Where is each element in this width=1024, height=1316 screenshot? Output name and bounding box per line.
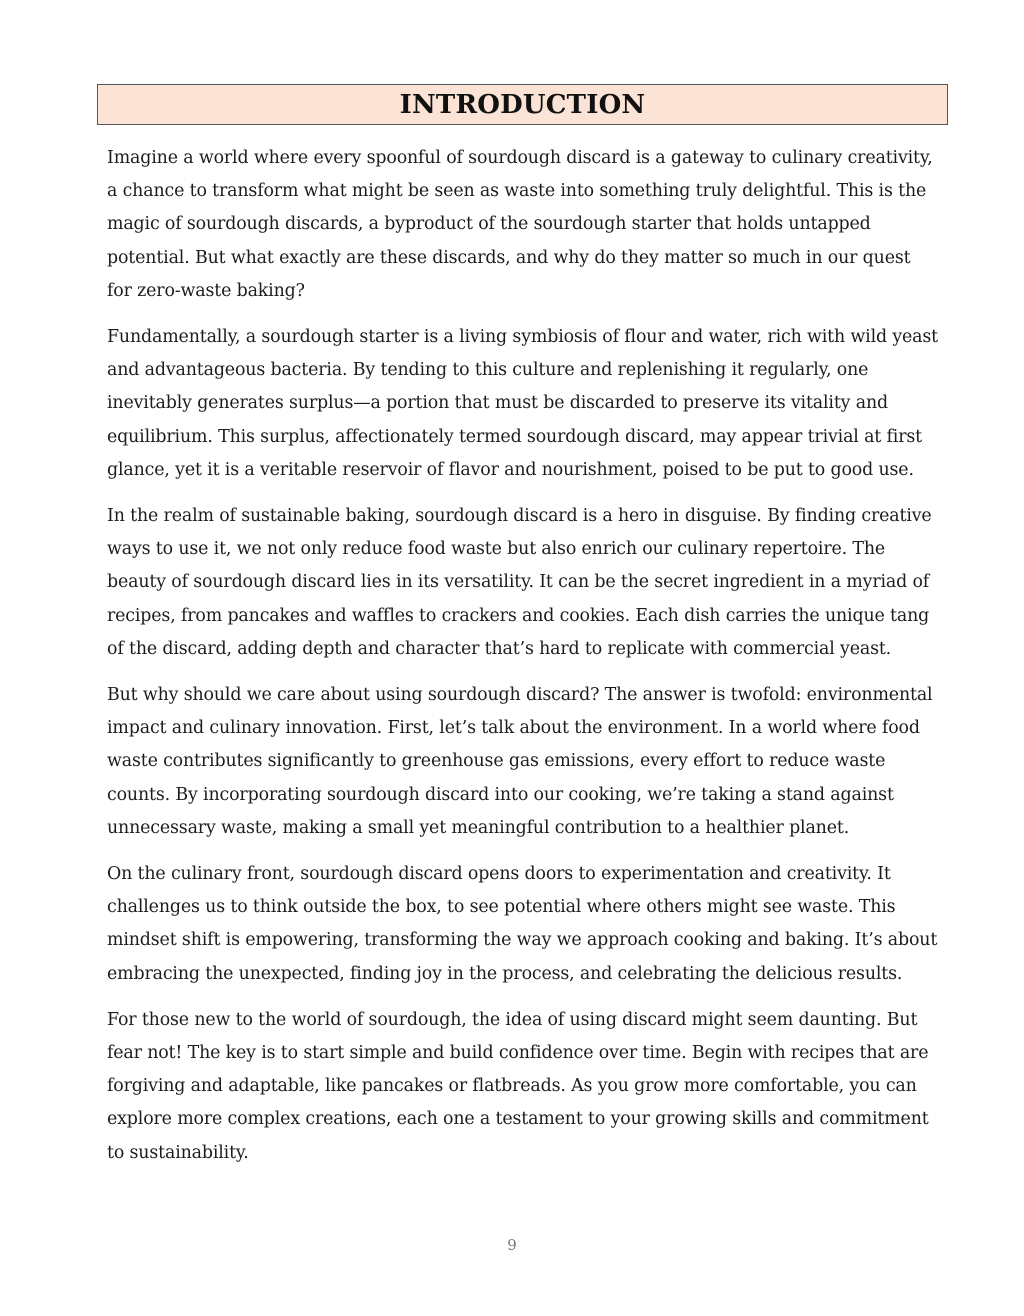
chapter-heading: INTRODUCTION (399, 89, 646, 120)
paragraph-1: Imagine a world where every spoonful of sourdough discard is a gateway to culinary creativity, a chance to transform what might be seen as waste into something truly delightful. This is the magic of sourdough discards, a byproduct of the sourdough starter that holds untapped potential. But what exactly are these discards, and why do they matter so much in our quest for zero-waste baking? (107, 148, 933, 301)
paragraph-4: But why should we care about using sourdough discard? The answer is twofold: environmental impact and culinary innovation. First, let’s talk about the environment. In a world where food waste contributes significantly to greenhouse gas emissions, every effort to reduce waste counts. By incorporating sourdough discard into our cooking, we’re taking a stand against unnecessary waste, making a small yet meaningful contribution to a healthier planet. (107, 685, 933, 838)
chapter-heading-box (97, 84, 948, 125)
paragraph-3: In the realm of sustainable baking, sourdough discard is a hero in disguise. By finding creative ways to use it, we not only reduce food waste but also enrich our culinary repertoire. The beauty of sourdough discard lies in its versatility. It can be the secret ingredient in a myriad of recipes, from pancakes and waffles to crackers and cookies. Each dish carries the unique tang of the discard, adding depth and character that’s hard to replicate with commercial yeast. (107, 506, 932, 659)
paragraph-2: Fundamentally, a sourdough starter is a living symbiosis of flour and water, rich with wild yeast and advantageous bacteria. By tending to this culture and replenishing it regularly, one inevitably generates surplus—a portion that must be discarded to preserve its vitality and equilibrium. This surplus, affectionately termed sourdough discard, may appear trivial at first glance, yet it is a veritable reservoir of flavor and nourishment, poised to be put to good use. (107, 327, 939, 480)
page-number: 9 (507, 1236, 517, 1254)
body-text (107, 142, 939, 1183)
paragraph-5: On the culinary front, sourdough discard opens doors to experimentation and creativity. It challenges us to think outside the box, to see potential where others might see waste. This mindset shift is empowering, transforming the way we approach cooking and baking. It’s about embracing the unexpected, finding joy in the process, and celebrating the delicious results. (107, 864, 938, 984)
paragraph-6: For those new to the world of sourdough, the idea of using discard might seem daunting. But fear not! The key is to start simple and build confidence over time. Begin with recipes that are forgiving and adaptable, like pancakes or flatbreads. As you grow more comfortable, you can explore more complex creations, each one a testament to your growing skills and commitment to sustainability. (107, 1009, 929, 1163)
